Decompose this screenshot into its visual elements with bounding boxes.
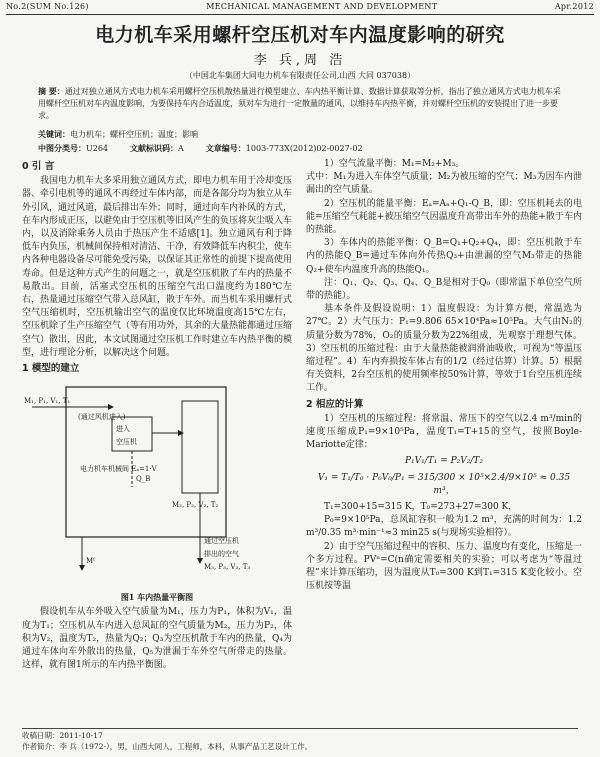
label-mf: Mᶠ xyxy=(86,557,95,566)
header-date: Apr.2012 xyxy=(554,2,594,11)
air-tank-box xyxy=(182,401,218,493)
model-paragraph: 假设机车从车外吸入空气质量为M₁，压力为P₁，体积为V₁，温度为T₁；空压机从车内进入总风缸的空气质量为M₂，压力为P₂，体积为V₂，温度为T₂，热量为Q₂；Q₃为空压机散于车内的热量，Q₄为通过车体向车外散出的热量，Q₅为泄漏于车外空气所带走的热量。这样，就有图1所示的车内热平衡图。 xyxy=(22,607,292,671)
heat-balance-figure xyxy=(22,377,292,589)
id-label: 文章编号： xyxy=(205,144,246,153)
section-calc-heading: 2 相应的计算 xyxy=(306,398,364,410)
tank-arrow xyxy=(178,430,184,436)
flow-balance-note: 式中：M₁为进入车体空气质量；M₂为被压缩的空气；M₃为因车内泄漏出的空气质量。 xyxy=(306,172,582,196)
label-outlet: 通过空压机 排出的空气 xyxy=(204,537,239,559)
author-bio: 作者简介：李 兵（1972-），男，山西大同人，工程师，本科，从事产品工艺设计工作。 xyxy=(22,742,313,751)
label-compressor: 进入 空压机 xyxy=(116,425,137,447)
energy-balance: 2）空压机的能量平衡：Eₐ=Aₙ+Q₁-Q_B，即：空压机耗去的电能=压缩空气耗能+被压缩空气因温度升高带出车外的热能+散于车内的热能。 xyxy=(306,198,582,236)
label-inlet: (通过风机进入) xyxy=(78,413,126,422)
clc-value: U264 xyxy=(86,144,109,153)
fill-time: P₀=9×10⁵Pa，总风缸容积一般为1.2 m³，充满的时间为：1.2 m³/0.35 m³·min⁻¹≈3 min25 s(与现场实验相符）。 xyxy=(306,515,582,539)
right-column xyxy=(306,158,582,594)
keywords xyxy=(38,129,562,140)
clc-label: 中图分类号： xyxy=(38,144,86,153)
flow-balance: 1）空气流量平衡：M₁=M₂+M₃。 xyxy=(324,159,465,169)
received-date: 收稿日期：2011-10-17 xyxy=(22,731,103,740)
heat-balance-diagram xyxy=(22,377,292,589)
abstract-text: 通过对独立通风方式电力机车采用螺杆空压机散热量进行模型建立、车内热平衡计算、数据计算获取等分析，指出了独立通风方式电力机车采用螺杆空压机对车内温度影响，为要保持车内合适温度，须对车为进行一定散量的通风，以维持车内热平衡，并对螺杆空压机的安装提出了进一步要求。 xyxy=(38,87,561,120)
label-m1: M₁, P₁, V₁, T₁ xyxy=(24,397,71,406)
equation-boyle: P₁V₁/T₁ = P₂V₂/T₂ xyxy=(404,456,484,467)
doc-value: A xyxy=(178,144,184,153)
outlet-arrow xyxy=(197,558,203,564)
equation-volume: V₁ = T₁/T₀ · P₀V₀/P₁ = 315/300 × 10⁵×2.4/9×10⁵ ≈ 0.35 m³， xyxy=(317,472,571,496)
left-column xyxy=(22,158,292,672)
figure-caption: 图1 车内热量平衡图 xyxy=(120,592,194,603)
label-qb: Q_B xyxy=(136,475,151,484)
section-model-heading: 1 模型的建立 xyxy=(22,363,80,375)
assumptions: 基本条件及假设说明：1）温度假设：为计算方便，常温选为27℃。2）大气压力：P₁=9.806 65×10⁴Pa≈10⁵Pa。大气由N₂的质量分数为78%，O₂的质量分数为22%组成，先观察于理想气体。3）空压机的压缩过程：由于大量热能被润滑油吸收，可视为“等温压缩过程”。4）车内弃损按车体占有的1/2（经过估算）计算。5）根据有关资料，2台空压机的使用频率按50%计算，等效于1台空压机连续工作。 xyxy=(306,304,582,394)
doc-label: 文献标识码： xyxy=(130,144,179,153)
label-m3: M₃, P₃, V₃, T₃ xyxy=(204,563,251,572)
abstract xyxy=(38,86,562,122)
classification xyxy=(38,143,562,154)
label-room: 电力机车机械间 Eₐ=1·V xyxy=(80,465,157,474)
paper-title: 电力机车采用螺杆空压机对车内温度影响的研究 xyxy=(95,24,505,46)
running-header xyxy=(6,2,594,15)
note-q: 注：Q₁、Q₂、Q₃、Q₄、Q_B是相对于Q₀（即常温下单位空气所带的热能）。 xyxy=(306,277,582,302)
mf-arrow xyxy=(79,565,85,571)
keywords-text: 电力机车；螺杆空压机；温度；影响 xyxy=(70,130,198,139)
id-value: 1003-773X(2012)02-0027-02 xyxy=(245,144,363,153)
intro-paragraph: 我国电力机车大多采用独立通风方式，即电力机车用于冷却变压器、牵引电机等的通风不再经过车体内部，而是各部分均为独立从车外引风，通过风道，最后排出车外；同时，通过向车内补风的方式，在车内形成正压，以避免由于空压机等旧风产生的负压将灰尘吸入车内，以及消除乘务人员由于热压产生不适感[1]。独立通风有利于降低车内负压，机械间保持相对清洁、干净，有效降低车内积尘，使车内各种电器设备尽可能免受污染，以保证其正常性的前提下提高使用寿命。但是这种方式产生的问题之一，就是空压机散了车内的热量不易散出。目前，活塞式空压机的压缩空气出口温度约为180℃左右，热量通过压缩空气带入总风缸，散于车外。而当机车采用螺杆式空气压缩机时，空压机输出空气的温度仅比环境温度高15℃左右，空压机除了生产压缩空气（等有用功外，其余的大量热能都通过压缩空气）散出，因此，本文试图通过空压机工作时建立车内热平衡的模型，进行理论分析，以解决这个问题。 xyxy=(22,176,293,358)
temperature-values: T₁=300+15=315 K，T₀=273+27=300 K， xyxy=(324,502,518,513)
section-intro-heading: 0 引 言 xyxy=(22,161,55,172)
label-m2: M₂, P₂, V₂, T₂ xyxy=(172,501,219,510)
header-issue: No.2(SUM No.126) xyxy=(6,2,89,11)
footer-notes xyxy=(22,728,578,752)
paper-authors: 李 兵,周 浩 xyxy=(253,53,347,68)
abstract-label: 摘 要： xyxy=(38,87,65,96)
header-journal: MECHANICAL MANAGEMENT AND DEVELOPMENT xyxy=(206,2,438,11)
keywords-label: 关键词： xyxy=(38,129,70,139)
affiliation: （中国北车集团大同电力机车有限责任公司,山西 大同 037038） xyxy=(184,71,416,80)
compression-work: 2）由于空气压缩过程中的容积、压力、温度均有变化，压缩是一个多方过程。PVⁿ=C(n确定需要相关的实验；可以考虑为“等温过程”来计算压缩功，因为温度从T₀=300 K到T₁=315 K变化较小。空压机按等温 xyxy=(306,541,582,592)
compression-process: 1）空压机的压缩过程：将常温、常压下的空气以2.4 m³/min的速度压缩成P₁=9×10⁵Pa，温度T₁=T+15的空气，按照Boyle-Mariotte定律： xyxy=(306,413,582,451)
body-heat-balance: 3）车体内的热能平衡：Q_B=Q₁+Q₂+Q₄，即：空压机散于车内的热能Q_B=通过车体向外传热Q₃+由泄漏的空气M₃带走的热能Q₂+使车内温度升高的热能Q₁。 xyxy=(306,238,582,275)
car-body-box xyxy=(66,387,226,537)
inlet-arrow xyxy=(108,404,114,410)
